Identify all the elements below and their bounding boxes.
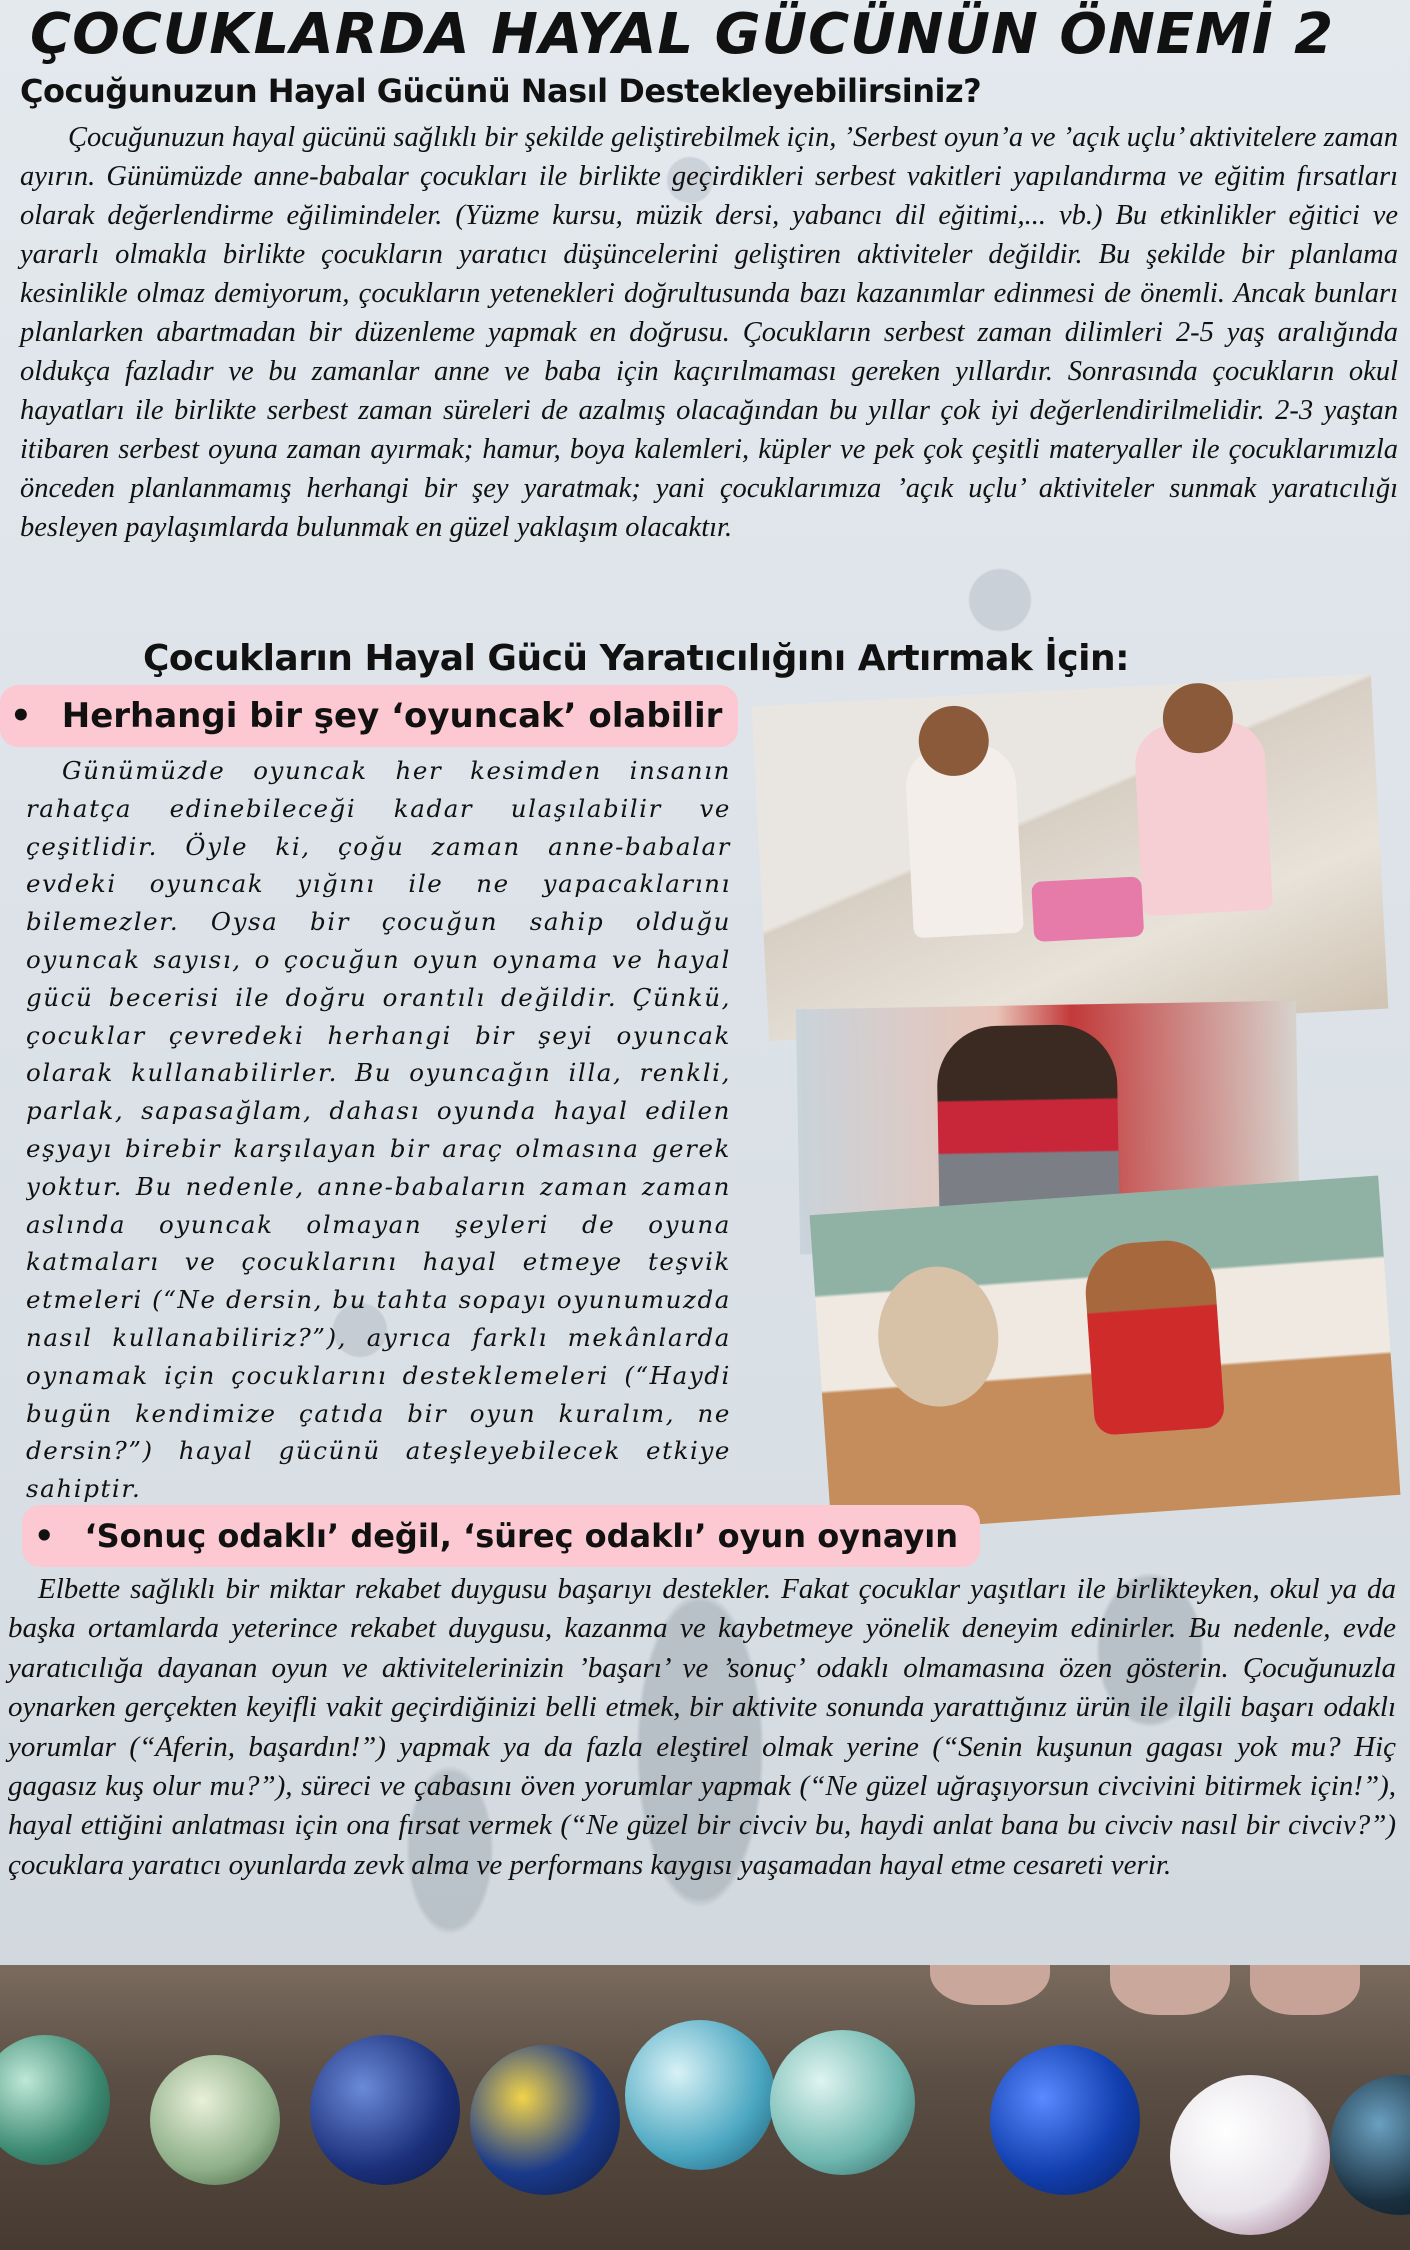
- photo-girls-playing: [752, 674, 1389, 1041]
- tip-heading-text: ‘Sonuç odaklı’ değil, ‘süreç odaklı’ oyun oynayın: [84, 1517, 959, 1555]
- marble: [150, 2055, 280, 2185]
- tip-heading-toys: [0, 685, 738, 747]
- finger: [1110, 1965, 1230, 2015]
- toy-table: [1031, 876, 1144, 942]
- photo-girl-with-toys: [810, 1176, 1401, 1535]
- marble: [310, 2035, 460, 2185]
- marble: [470, 2045, 620, 2195]
- child-figure: [1082, 1237, 1225, 1436]
- tip-heading-text: Herhangi bir şey ‘oyuncak’ olabilir: [61, 696, 723, 736]
- finger: [930, 1965, 1050, 2005]
- tip-heading-process: [22, 1505, 980, 1567]
- marble: [770, 2030, 915, 2175]
- bullet-icon: •: [10, 696, 32, 736]
- marble: [1330, 2075, 1410, 2215]
- marble: [1170, 2075, 1330, 2235]
- subtitle: Çocuğunuzun Hayal Gücünü Nasıl Destekleyebilirsiniz?: [20, 72, 982, 110]
- tip-paragraph-toys: Günümüzde oyuncak her kesimden insanın rahatça edinebileceği kadar ulaşılabilir ve çeşitlidir. Öyle ki, çoğu zaman anne-babalar evdeki oyuncak yığını ile ne yapacaklarını bilemezler. Oysa bir çocuğun sahip olduğu oyuncak sayısı, o çocuğun oyun oynama ve hayal gücü becerisi ile doğru orantılı değildir. Çünkü, çocuklar çevredeki herhangi bir şeyi oyuncak olarak kullanabilirler. Bu oyuncağın illa, renkli, parlak, sapasağlam, dahası oyunda hayal edilen eşyayı birebir karşılayan bir araç olmasına gerek yoktur. Bu nedenle, anne-babaların zaman zaman aslında oyuncak olmayan şeyleri de oyuna katmaları ve çocuklarını hayal etmeye teşvik etmeleri (“Ne dersin, bu tahta sopayı oyunumuzda nasıl kullanabiliriz?”), ayrıca farklı mekânlarda oynamak için çocuklarını desteklemeleri (“Haydi bugün kendimize çatıda bir oyun kuralım, ne dersin?”) hayal gücünü ateşleyebilecek etkiye sahiptir.: [26, 756, 731, 1504]
- finger: [1250, 1965, 1360, 2015]
- tip-paragraph-process: Elbette sağlıklı bir miktar rekabet duygusu başarıyı destekler. Fakat çocuklar yaşıtları ile birlikteyken, okul ya da başka ortamlarda yeterince rekabet duygusu, kazanma ve kaybetmeye yönelik deneyim edinirler. Bu nedenle, evde yaratıcılığa dayanan oyun ve aktivitelerinizin ’başarı’ ve ’sonuç’ odaklı olmamasına özen gösterin. Çocuğunuzla oynarken gerçekten keyifli vakit geçirdiğinizi belli etmek, bir aktivite sonunda yarattığınız ürün ile ilgili başarı odaklı yorumlar (“Aferin, başardın!”) yapmak ya da fazla eleştirel olmak yerine (“Senin kuşunun gagası yok mu? Hiç gagasız kuş olur mu?”), süreci ve çabasını öven yorumlar yapmak (“Ne güzel uğraşıyorsun civcivini bitirmek için!”), hayal ettiğini anlatması için ona fırsat vermek (“Ne güzel bir civciv bu, haydi anlat bana bu civciv nasıl bir civciv?”) çocuklara yaratıcı oyunlarda zevk alma ve performans kaygısı yaşamadan hayal etme cesareti verir.: [8, 1573, 1396, 1881]
- teddy-bear: [874, 1263, 1003, 1411]
- page-title: ÇOCUKLARDA HAYAL GÜCÜNÜN ÖNEMİ 2: [30, 2, 1335, 67]
- marbles-photo: [0, 1965, 1410, 2250]
- intro-paragraph: Çocuğunuzun hayal gücünü sağlıklı bir şekilde geliştirebilmek için, ’Serbest oyun’a ve ’açık uçlu’ aktivitelere zaman ayırın. Günümüzde anne-babalar çocukları ile birlikte geçirdikleri serbest vakitleri yapılandırma ve eğitim fırsatları olarak değerlendirme eğilimindeler. (Yüzme kursu, müzik dersi, yabancı dil eğitimi,... vb.) Bu etkinlikler eğitici ve yararlı olmakla birlikte çocukların yaratıcı düşüncelerini geliştiren aktiviteler değildir. Bu şekilde bir planlama kesinlikle olmaz demiyorum, çocukların yetenekleri doğrultusunda bazı kazanımlar edinmesi de önemli. Ancak bunları planlarken abartmadan bir düzenleme yapmak en doğrusu. Çocukların serbest zaman dilimleri 2-5 yaş aralığında oldukça fazladır ve bu zamanlar anne ve baba için kaçırılmaması gereken yıllardır. Sonrasında çocukların okul hayatları ile birlikte serbest zaman süreleri de azalmış olacağından bu yıllar çok iyi değerlendirilmelidir. 2-3 yaştan itibaren serbest oyuna zaman ayırmak; hamur, boya kalemleri, küpler ve pek çok çeşitli materyaller ile çocuklarımızla önceden planlanmamış herhangi bir şey yaratmak; yani çocuklarımıza ’açık uçlu’ aktiviteler sunmak yaratıcılığı besleyen paylaşımlarda bulunmak en güzel yaklaşım olacaktır.: [20, 122, 1398, 543]
- section-heading: Çocukların Hayal Gücü Yaratıcılığını Artırmak İçin:: [143, 638, 1129, 679]
- marble: [0, 2035, 110, 2165]
- bullet-icon: •: [34, 1517, 55, 1555]
- marble: [990, 2045, 1140, 2195]
- marble: [625, 2020, 775, 2170]
